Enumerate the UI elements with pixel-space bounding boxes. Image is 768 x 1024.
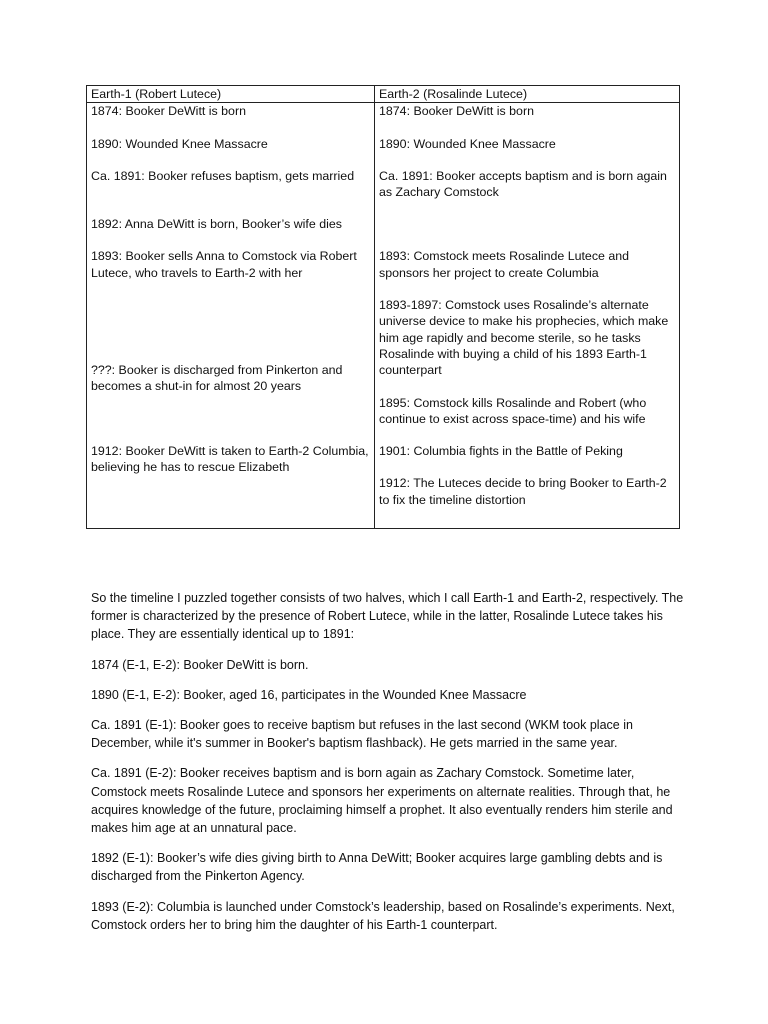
event-earth1-1890: 1890: Wounded Knee Massacre xyxy=(91,136,268,151)
event-earth2-1901: 1901: Columbia fights in the Battle of Peking xyxy=(379,444,623,459)
table-row xyxy=(87,103,680,529)
event-earth2-1895: 1895: Comstock kills Rosalinde and Robert (who continue to exist across space-time) and his wife xyxy=(379,395,647,426)
event-earth2-1891: Ca. 1891: Booker accepts baptism and is born again as Zachary Comstock xyxy=(379,168,667,200)
paragraph-1892-e1: 1892 (E-1): Booker’s wife dies giving birth to Anna DeWitt; Booker acquires large gambling debts and is discharged from the Pinkerton Agency. xyxy=(91,851,663,884)
table-header-row xyxy=(87,86,680,103)
intro-paragraph: So the timeline I puzzled together consists of two halves, which I call Earth-1 and Earth-2, respectively. The former is characterized by the presence of Robert Lutece, while in the latter, Rosalinde Lutece takes his place. They are essentially identical up to 1891: xyxy=(91,591,684,642)
paragraph-1891-e2: Ca. 1891 (E-2): Booker receives baptism and is born again as Zachary Comstock. Sometime later, Comstock meets Rosalinde Lutece and sponsors her experiments on alternate realities. Through that, he acquires knowledge of the future, proclaiming himself a prophet. It also eventually renders him sterile and makes him age at an unnatural pace. xyxy=(91,766,673,836)
event-earth2-1912: 1912: The Luteces decide to bring Booker to Earth-2 to fix the timeline distortion xyxy=(379,476,667,507)
event-earth1-1912: 1912: Booker DeWitt is taken to Earth-2 Columbia, believing he has to rescue Elizabeth xyxy=(91,443,369,474)
header-earth-1: Earth-1 (Robert Lutece) xyxy=(87,86,375,103)
paragraph-1893-e2: 1893 (E-2): Columbia is launched under Comstock’s leadership, based on Rosalinde’s experiments. Next, Comstock orders her to bring him the daughter of his Earth-1 counterpart. xyxy=(91,899,675,932)
paragraph-1891-e1: Ca. 1891 (E-1): Booker goes to receive baptism but refuses in the last second (WKM took place in December, while it's summer in Booker's baptism flashback). He gets married in the same year. xyxy=(91,718,633,751)
narrative-text xyxy=(91,589,691,946)
event-earth1-unknown: ???: Booker is discharged from Pinkerton and becomes a shut-in for almost 20 years xyxy=(91,363,343,394)
event-earth1-1893: 1893: Booker sells Anna to Comstock via Robert Lutece, who travels to Earth-2 with her xyxy=(91,249,357,280)
event-earth1-1892: 1892: Anna DeWitt is born, Booker’s wife dies xyxy=(91,217,342,232)
event-earth2-1874: 1874: Booker DeWitt is born xyxy=(379,104,534,119)
header-earth-2: Earth-2 (Rosalinde Lutece) xyxy=(375,86,680,103)
event-earth2-1893-1897: 1893-1897: Comstock uses Rosalinde’s alternate universe device to make his prophecies, which make him age rapidly and become sterile, so he tasks Rosalinde with buying a child of his 1893 Earth-1 counterpart xyxy=(379,298,669,378)
event-earth1-1874: 1874: Booker DeWitt is born xyxy=(91,104,246,119)
event-earth2-1893: 1893: Comstock meets Rosalinde Lutece and sponsors her project to create Columbia xyxy=(379,249,630,280)
earth-1-column xyxy=(87,103,375,529)
paragraph-1874: 1874 (E-1, E-2): Booker DeWitt is born. xyxy=(91,657,309,672)
event-earth2-1890: 1890: Wounded Knee Massacre xyxy=(379,136,556,151)
earth-2-column xyxy=(375,103,680,529)
timeline-table xyxy=(86,85,680,529)
paragraph-1890: 1890 (E-1, E-2): Booker, aged 16, participates in the Wounded Knee Massacre xyxy=(91,687,527,702)
event-earth1-1891: Ca. 1891: Booker refuses baptism, gets married xyxy=(91,168,355,183)
